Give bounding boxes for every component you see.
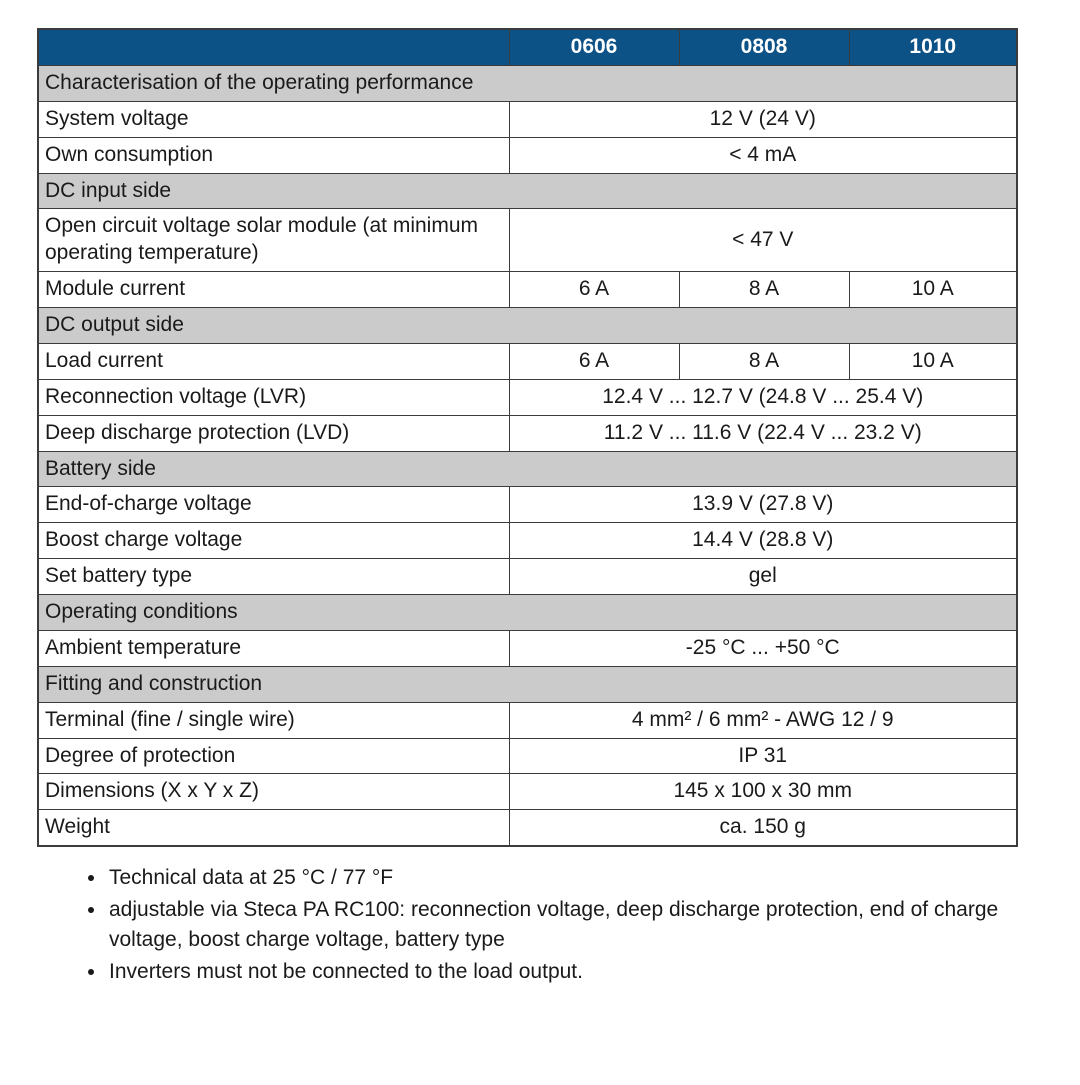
spec-row	[38, 738, 1017, 774]
note-item: • Inverters must not be connected to the load output.	[107, 957, 1053, 987]
row-label: Degree of protection	[38, 738, 509, 774]
column-header-empty	[38, 29, 509, 65]
section-label: Battery side	[38, 451, 1017, 487]
section-label: DC input side	[38, 173, 1017, 209]
row-value: < 47 V	[509, 209, 1017, 272]
section-row	[38, 666, 1017, 702]
row-value: -25 °C ... +50 °C	[509, 630, 1017, 666]
column-header: 0606	[509, 29, 679, 65]
row-value: IP 31	[509, 738, 1017, 774]
row-value: 145 x 100 x 30 mm	[509, 774, 1017, 810]
section-row	[38, 173, 1017, 209]
spec-row	[38, 272, 1017, 308]
row-label: Set battery type	[38, 559, 509, 595]
row-label: End-of-charge voltage	[38, 487, 509, 523]
row-value: 6 A	[509, 343, 679, 379]
row-label: Ambient temperature	[38, 630, 509, 666]
row-label: Deep discharge protection (LVD)	[38, 415, 509, 451]
row-label: System voltage	[38, 101, 509, 137]
spec-row	[38, 101, 1017, 137]
row-value: 12 V (24 V)	[509, 101, 1017, 137]
row-value: 8 A	[679, 343, 849, 379]
spec-row	[38, 523, 1017, 559]
spec-row	[38, 415, 1017, 451]
column-header: 1010	[849, 29, 1017, 65]
section-row	[38, 595, 1017, 631]
row-label: Own consumption	[38, 137, 509, 173]
spec-row	[38, 343, 1017, 379]
table-header-row	[38, 29, 1017, 65]
spec-row	[38, 559, 1017, 595]
note-item: • Technical data at 25 °C / 77 °F	[107, 863, 1053, 893]
row-value: ca. 150 g	[509, 810, 1017, 846]
section-row	[38, 65, 1017, 101]
spec-row	[38, 702, 1017, 738]
row-label: Boost charge voltage	[38, 523, 509, 559]
row-value: gel	[509, 559, 1017, 595]
row-value: 10 A	[849, 272, 1017, 308]
spec-row	[38, 137, 1017, 173]
row-value: 6 A	[509, 272, 679, 308]
row-label: Weight	[38, 810, 509, 846]
row-value: 10 A	[849, 343, 1017, 379]
section-label: DC output side	[38, 308, 1017, 344]
spec-row	[38, 774, 1017, 810]
row-label: Open circuit voltage solar module (at minimum operating temperature)	[38, 209, 509, 272]
row-value: 13.9 V (27.8 V)	[509, 487, 1017, 523]
row-value: < 4 mA	[509, 137, 1017, 173]
notes-list	[37, 863, 1053, 986]
row-value: 11.2 V ... 11.6 V (22.4 V ... 23.2 V)	[509, 415, 1017, 451]
spec-table	[37, 28, 1018, 847]
column-header: 0808	[679, 29, 849, 65]
row-value: 14.4 V (28.8 V)	[509, 523, 1017, 559]
section-label: Fitting and construction	[38, 666, 1017, 702]
spec-row	[38, 379, 1017, 415]
section-label: Characterisation of the operating performance	[38, 65, 1017, 101]
section-label: Operating conditions	[38, 595, 1017, 631]
spec-row	[38, 810, 1017, 846]
row-value: 8 A	[679, 272, 849, 308]
spec-row	[38, 209, 1017, 272]
row-label: Module current	[38, 272, 509, 308]
row-label: Reconnection voltage (LVR)	[38, 379, 509, 415]
row-label: Terminal (fine / single wire)	[38, 702, 509, 738]
section-row	[38, 451, 1017, 487]
section-row	[38, 308, 1017, 344]
spec-row	[38, 487, 1017, 523]
row-value: 4 mm² / 6 mm² - AWG 12 / 9	[509, 702, 1017, 738]
row-label: Load current	[38, 343, 509, 379]
row-value: 12.4 V ... 12.7 V (24.8 V ... 25.4 V)	[509, 379, 1017, 415]
spec-row	[38, 630, 1017, 666]
note-item: • adjustable via Steca PA RC100: reconnection voltage, deep discharge protection, end of charge voltage, boost charge voltage, battery type	[107, 895, 1053, 955]
row-label: Dimensions (X x Y x Z)	[38, 774, 509, 810]
